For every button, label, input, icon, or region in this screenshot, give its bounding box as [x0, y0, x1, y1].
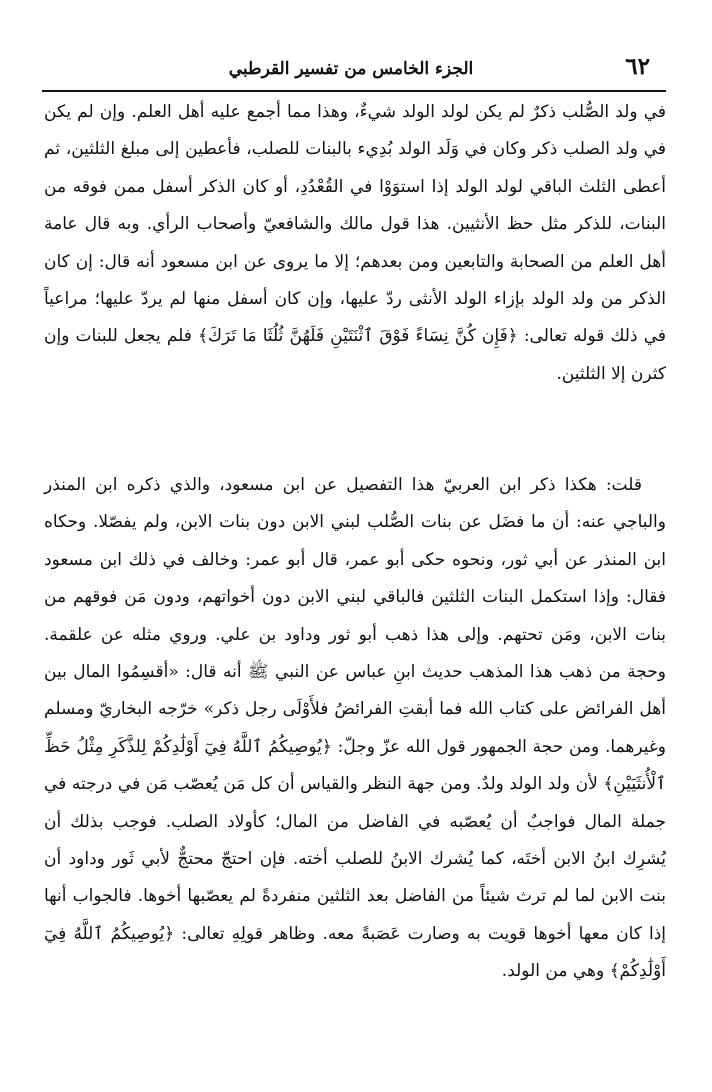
page-number: ٦٢ — [625, 53, 650, 80]
running-title: الجزء الخامس من تفسير القرطبي — [228, 59, 474, 79]
body-paragraph-2: قلت: هكذا ذكر ابن العربيّ هذا التفصيل عن ابن مسعود، والذي ذكره ابن المنذر والباجي عنه: أن ما فضَل عن بنات الصُّلب لبني الابن دون بنات الابن، ولم يفصّلا. وحكاه ابن المنذر عن أبي ثور، ونحوه حكى أبو عمر، قال أبو عمر: وخالف في ذلك ابن مسعود فقال: وإذا استكمل البنات الثلثين فالباقي لبني الابن دون أخواتهم، ودون مَن فوقهم من بنات الابن، ومَن تحتهم. وإلى هذا ذهب أبو ثور وداود بن علي. وروي مثله عن علقمة. وحجة من ذهب هذا المذهب حديث ابنِ عباس عن النبي ﷺ أنه قال: «أقسِمُوا المال بين أهل الفرائض على كتاب الله فما أبقتِ الفرائضُ فلأَوْلَى رجل ذكر» خرّجه البخاريّ ومسلم وغيرهما. ومن حجة الجمهور قول الله عزّ وجلّ: ﴿يُوصِيكُمُ ٱللَّهُ فِيٓ أَوْلَٰدِكُمْ لِلذَّكَرِ مِثْلُ حَظِّ ٱلْأُنثَيَيْنِ﴾ لأن ولد الولد ولدٌ. ومن جهة النظر والقياس أن كل مَن يُعصّب مَن في درجته في جملة المال فواجبٌ أن يُعصّبه في الفاضل من المال؛ كأولاد الصلب. فوجب بذلك أن يُشرِك ابنُ الابن أختَه، كما يُشرك الابنُ للصلب أخته. فإن احتجّ محتجٌّ لأبي ثَور وداود أن بنت الابن لما لم ترث شيئاً من الفاضل بعد الثلثين منفردةً لم يعصّبها أخوها. فالجواب أنها إذا كان معها أخوها قويت به وصارت عَصَبةً معه. وظاهر قولِهِ تعالى: ﴿يُوصِيكُمُ ٱللَّهُ فِيٓ أَوْلَٰدِكُمْ﴾ وهي من الولد. — [44, 475, 666, 982]
page-header — [40, 50, 662, 90]
body-paragraph-1: في ولد الصُّلب ذكرٌ لم يكن لولد الولد شيءٌ، وهذا مما أجمع عليه أهل العلم. وإن لم يكن في ولد الصلب ذكر وكان في وَلَد الولد بُدِيء بالبنات للصلب، فأعطين إلى مبلغ الثلثين، ثم أعطى الثلث الباقي لولد الولد إذا استوَوْا في القُعْدُدِ، أو كان الذكر أسفل ممن فوقه من البنات، للذكر مثل حظ الأنثيين. هذا قول مالك والشافعيّ وأصحاب الرأي. وبه قال عامة أهل العلم من الصحابة والتابعين ومن بعدهم؛ إلا ما يروى عن ابن مسعود أنه قال: إن كان الذكر من ولد الولد بإزاء الولد الأنثى ردّ عليها، وإن كان أسفل منها لم يردّ عليها؛ مراعياً في ذلك قوله تعالى: ﴿فَإِن كُنَّ نِسَاءً فَوْقَ ٱثْنَتَيْنِ فَلَهُنَّ ثُلُثَا مَا تَرَكَ﴾ فلم يجعل للبنات وإن كثرن إلا الثلثين. — [44, 102, 666, 384]
header-rule — [42, 90, 666, 92]
